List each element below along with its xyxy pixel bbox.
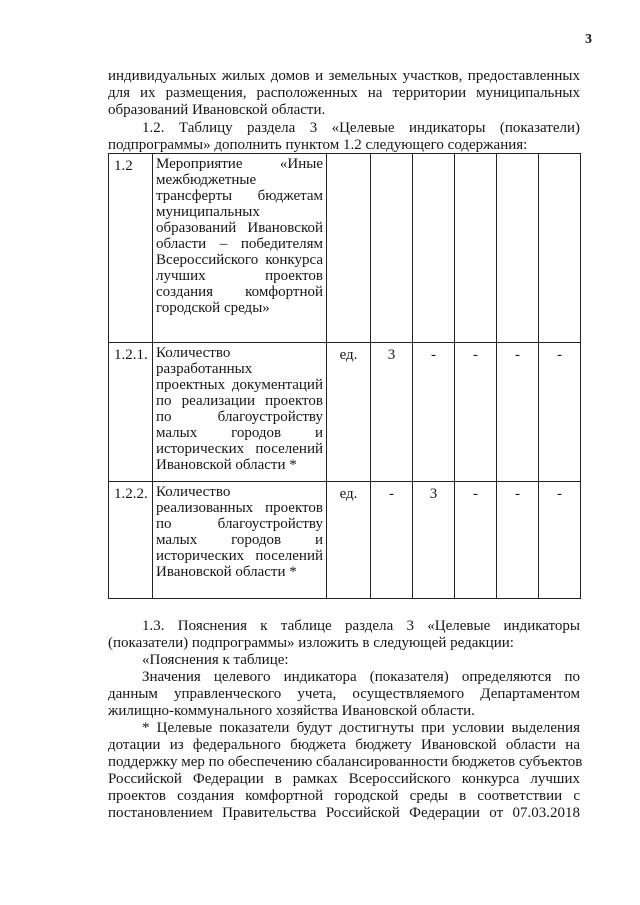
page-number: 3 (585, 32, 592, 47)
text-line: 1.2. Таблицу раздела 3 «Целевые индикаторы (показатели) (142, 120, 580, 136)
value-cell (413, 154, 455, 343)
name-line: малых городов и (156, 425, 323, 441)
name-line: проектных документаций (156, 377, 323, 393)
unit-cell: ед. (327, 343, 371, 482)
table-row (109, 482, 581, 599)
text-line: проектов создания комфортной городской среды в соответствии с (108, 788, 580, 804)
unit-cell: ед. (327, 482, 371, 599)
text-line: * Целевые показатели будут достигнуты при условии выделения (142, 720, 580, 736)
table-row (109, 154, 581, 343)
name-line: Ивановской области * (156, 457, 297, 473)
value-cell: - (497, 482, 539, 599)
indicator-name (153, 343, 327, 482)
text-line: Российской Федерации в рамках Всероссийского конкурса лучших (108, 771, 580, 787)
value-cell: - (455, 482, 497, 599)
name-line: Количество (156, 484, 231, 500)
name-line: исторических поселений (156, 548, 323, 564)
value-cell: - (539, 482, 581, 599)
clause-1-2 (108, 120, 580, 154)
name-line: образований Ивановской (156, 220, 323, 236)
explanations-heading: «Пояснения к таблице: (142, 652, 289, 668)
value-cell: 3 (371, 343, 413, 482)
name-line: создания комфортной (156, 284, 323, 300)
intro-paragraph (108, 68, 580, 119)
text-line: жилищно-коммунального хозяйства Ивановской области. (108, 703, 475, 719)
name-line: по благоустройству (156, 516, 323, 532)
row-number: 1.2.2. (109, 482, 153, 599)
value-cell (539, 154, 581, 343)
row-number: 1.2 (109, 154, 153, 343)
indicator-name (153, 482, 327, 599)
value-cell: - (455, 343, 497, 482)
text-line: данным управленческого учета, осуществляемого Департаментом (108, 686, 580, 702)
name-line: Количество (156, 345, 231, 361)
name-line: реализованных проектов (156, 500, 323, 516)
text-line: (показатели) подпрограммы» изложить в следующей редакции: (108, 635, 514, 651)
text-line: индивидуальных жилых домов и земельных участков, предоставленных (108, 68, 580, 84)
unit-cell (327, 154, 371, 343)
text-line: для их размещения, расположенных на территории муниципальных (108, 85, 580, 101)
name-line: исторических поселений (156, 441, 323, 457)
value-cell (371, 154, 413, 343)
indicators-table (108, 153, 581, 599)
value-cell (455, 154, 497, 343)
value-cell: 3 (413, 482, 455, 599)
value-cell: - (413, 343, 455, 482)
indicator-name (153, 154, 327, 343)
name-line: лучших проектов (156, 268, 323, 284)
name-line: Мероприятие «Иные (156, 156, 323, 172)
text-line: Значения целевого индикатора (показателя) определяются по (142, 669, 580, 685)
name-line: Ивановской области * (156, 564, 297, 580)
name-line: разработанных (156, 361, 253, 377)
row-number: 1.2.1. (109, 343, 153, 482)
value-cell (497, 154, 539, 343)
text-line: поддержку мер по обеспечению сбалансированности бюджетов субъектов (108, 754, 583, 770)
text-line: постановлением Правительства Российской Федерации от 07.03.2018 (108, 805, 580, 821)
clause-1-3 (108, 618, 583, 822)
name-line: городской среды» (156, 300, 270, 316)
text-line: подпрограммы» дополнить пунктом 1.2 следующего содержания: (108, 137, 528, 153)
name-line: Всероссийского конкурса (156, 252, 323, 268)
value-cell: - (497, 343, 539, 482)
value-cell: - (371, 482, 413, 599)
text-line: 1.3. Пояснения к таблице раздела 3 «Целевые индикаторы (142, 618, 580, 634)
name-line: муниципальных (156, 204, 260, 220)
name-line: трансферты бюджетам (156, 188, 323, 204)
text-line: дотации из федерального бюджета бюджету Ивановской области на (108, 737, 580, 753)
name-line: малых городов и (156, 532, 323, 548)
value-cell: - (539, 343, 581, 482)
table-row (109, 343, 581, 482)
name-line: межбюджетные (156, 172, 257, 188)
name-line: по реализации проектов (156, 393, 323, 409)
name-line: области – победителям (156, 236, 323, 252)
text-line: образований Ивановской области. (108, 102, 326, 118)
name-line: по благоустройству (156, 409, 323, 425)
